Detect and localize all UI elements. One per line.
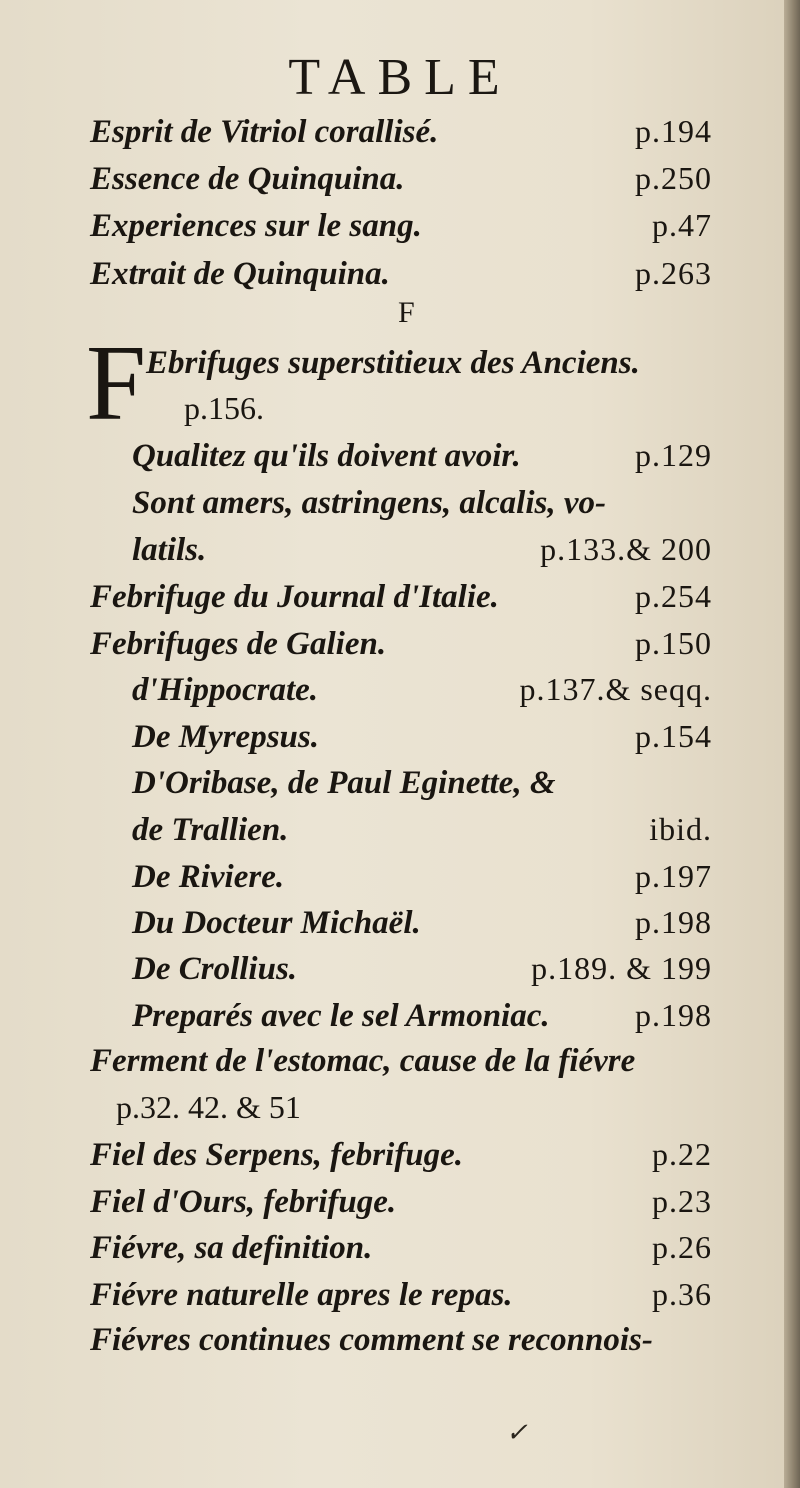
entry-page-ref: p.137.& seqq. [519, 671, 712, 707]
entry-page-ref: p.194 [635, 113, 712, 149]
entry-page-ref: p.150 [635, 625, 712, 661]
entry-page-ref: p.197 [635, 858, 712, 894]
index-entry [90, 250, 712, 296]
index-entry [90, 1178, 712, 1224]
entry-text: Extrait de Quinquina. [90, 256, 390, 292]
section-letter: F [398, 296, 415, 329]
index-sub-entry-continuation [132, 806, 712, 852]
index-sub-entry [132, 992, 712, 1038]
entry-text: Du Docteur Michaël. [132, 905, 421, 941]
index-sub-entry [132, 432, 712, 478]
entry-page-ref: p.189. & 199 [531, 950, 712, 986]
index-sub-entry [132, 480, 712, 526]
entry-page-ref: p.263 [635, 255, 712, 291]
entry-text: De Riviere. [132, 859, 285, 895]
entry-text: De Myrepsus. [132, 719, 319, 755]
entry-page-ref: p.26 [652, 1229, 712, 1265]
page-edge [784, 0, 800, 1488]
entry-page-ref: p.154 [635, 718, 712, 754]
entry-page-ref: p.47 [652, 207, 712, 243]
entry-page-ref: ibid. [649, 811, 712, 847]
entry-text: Experiences sur le sang. [90, 208, 422, 244]
index-entry [90, 620, 712, 666]
entry-text: latils. [132, 532, 207, 568]
entry-page-ref: p.22 [652, 1136, 712, 1172]
index-entry [90, 155, 712, 201]
index-sub-entry [132, 945, 712, 991]
entry-page-ref: p.36 [652, 1276, 712, 1312]
entry-page-ref: p.198 [635, 997, 712, 1033]
index-entry [90, 108, 712, 154]
entry-text: D'Oribase, de Paul Eginette, & [132, 765, 556, 801]
entry-text: Febrifuges de Galien. [90, 626, 387, 662]
entry-text: Essence de Quinquina. [90, 161, 405, 197]
entry-text: Fiévre, sa definition. [90, 1230, 373, 1266]
entry-text: Sont amers, astringens, alcalis, vo- [132, 485, 606, 521]
entry-text: Fiel d'Ours, febrifuge. [90, 1184, 397, 1220]
entry-text: Fiel des Serpens, febrifuge. [90, 1137, 464, 1173]
index-sub-entry [132, 713, 712, 759]
section-heading: Ebrifuges superstitieux des Anciens. [146, 345, 640, 381]
index-entry [90, 1317, 712, 1363]
index-entry [90, 1224, 712, 1270]
entry-text: Ferment de l'estomac, cause de la fiévre [90, 1043, 636, 1079]
index-entry [90, 573, 712, 619]
drop-cap: F [86, 324, 147, 443]
entry-text: Fiévres continues comment se reconnois- [90, 1322, 653, 1358]
entry-page-ref: p.133.& 200 [540, 531, 712, 567]
index-entry [90, 1271, 712, 1317]
entry-page-ref: p.129 [635, 437, 712, 473]
entry-continuation-page-refs: p.32. 42. & 51 [116, 1089, 301, 1125]
entry-text: de Trallien. [132, 812, 289, 848]
index-entry [90, 1131, 712, 1177]
entry-page-ref: p.254 [635, 578, 712, 614]
index-sub-entry [132, 853, 712, 899]
index-sub-entry-continuation [132, 526, 712, 572]
entry-page-ref: p.250 [635, 160, 712, 196]
entry-text: d'Hippocrate. [132, 672, 319, 708]
entry-text: Esprit de Vitriol corallisé. [90, 114, 439, 150]
index-sub-entry [132, 899, 712, 945]
entry-page-ref: p.23 [652, 1183, 712, 1219]
section-heading-page-ref: p.156. [184, 390, 264, 426]
page-title: TABLE [288, 49, 512, 106]
index-sub-entry [132, 760, 712, 806]
entry-text: Qualitez qu'ils doivent avoir. [132, 438, 521, 474]
index-entry [90, 202, 712, 248]
entry-page-ref: p.198 [635, 904, 712, 940]
signature-mark: ✓ [506, 1418, 528, 1447]
index-entry [90, 1038, 712, 1084]
index-sub-entry [132, 666, 712, 712]
entry-text: De Crollius. [132, 951, 298, 987]
entry-text: Fiévre naturelle apres le repas. [90, 1277, 513, 1313]
entry-text: Preparés avec le sel Armoniac. [132, 998, 550, 1034]
entry-text: Febrifuge du Journal d'Italie. [90, 579, 499, 615]
